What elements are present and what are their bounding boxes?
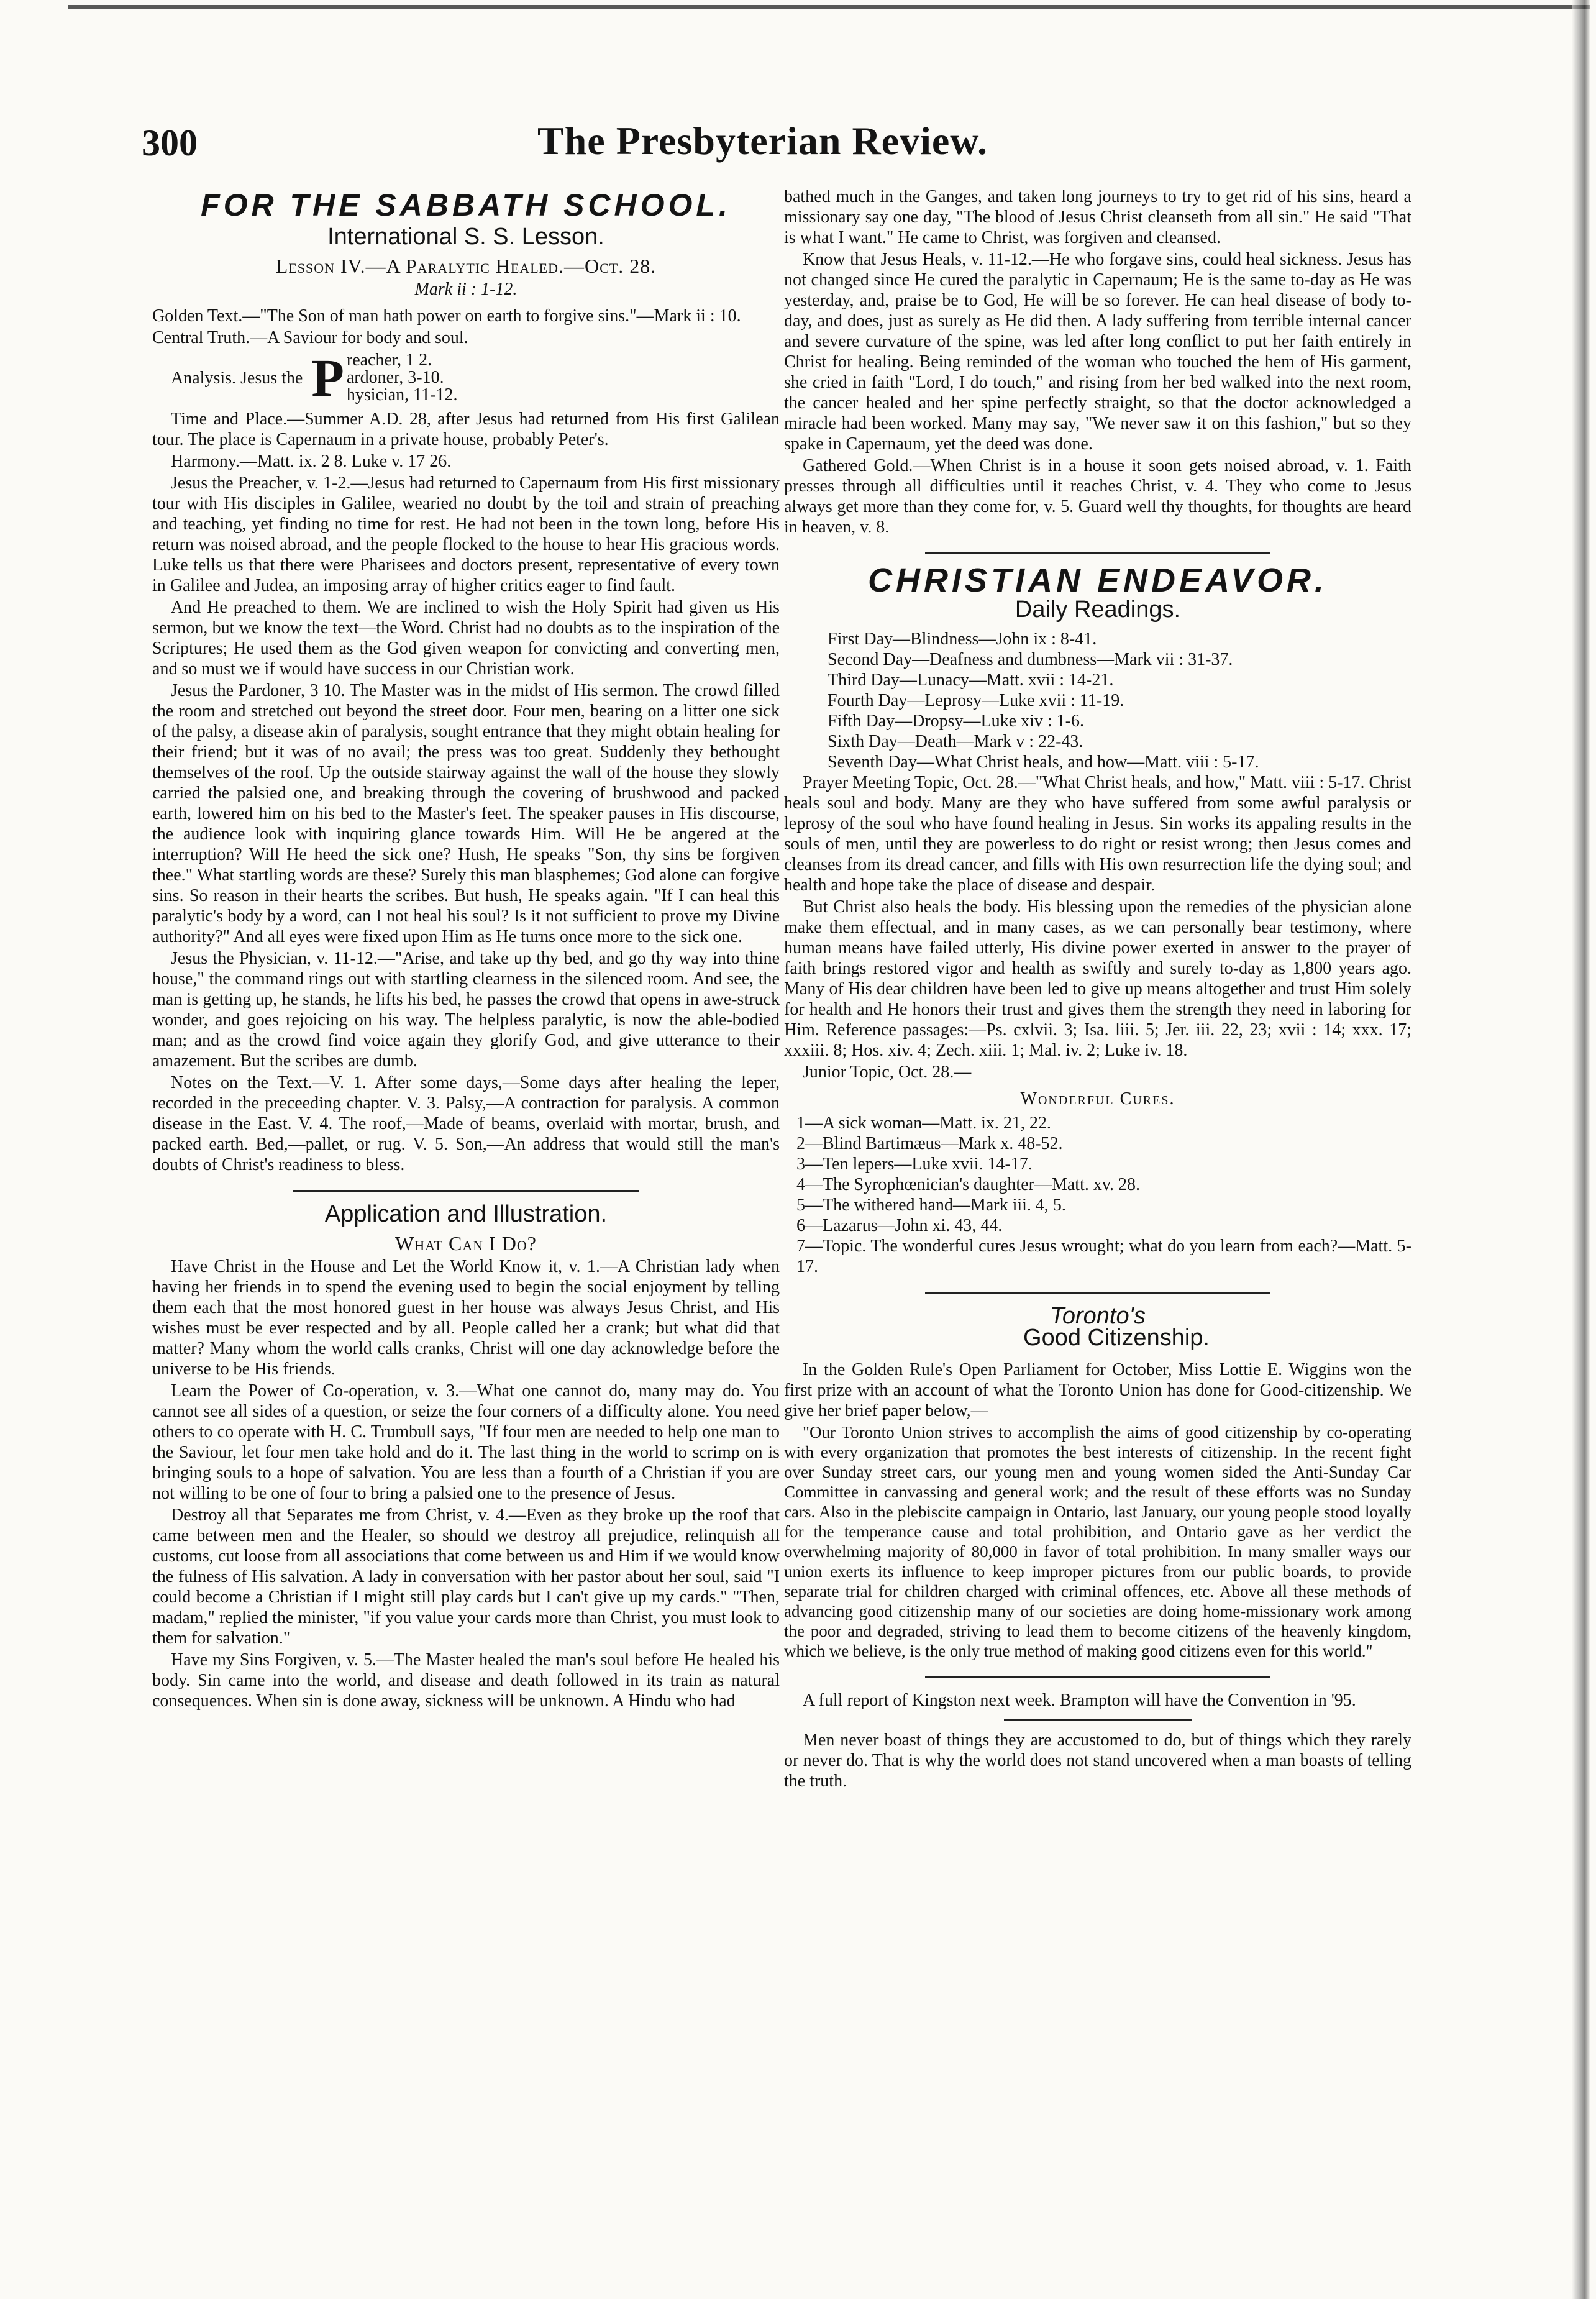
- prayer-meeting-topic: Prayer Meeting Topic, Oct. 28.—"What Christ heals, and how," Matt. viii : 5-17. Christ heals soul and body. Many are they who have suffered from some awful paralysis or leprosy of the soul who have found healing in Jesus. Sin works its appaling results in the souls of men, until they are powerless to do right or resist wrong; then Jesus comes and cleanses from its dread cancer, and fills with His own resurrection life the dying soul; and health and hope take the place of disease and despair.: [784, 773, 1411, 895]
- application-paragraph: Learn the Power of Co-operation, v. 3.—What one cannot do, many may do. You cannot see all sides of a question, or seize the four corners of a difficulty alone. You need others to co operate with H. C. Trumbull says, "If four men are needed to help one man to the Saviour, let four men take hold and do it. The last thing in the world to scrimp on is bringing souls to a hope of salvation. You are less than a fourth of a Christian if you are not willing to be one of four to bring a palsied one to the presence of Jesus.: [152, 1381, 780, 1503]
- application-paragraph: Have my Sins Forgiven, v. 5.—The Master healed the man's soul before He healed his body. Sin came into the world, and disease and death followed in its train as natural consequences. When sin is done away, sickness will be unknown. A Hindu who had: [152, 1650, 780, 1711]
- harmony: Harmony.—Matt. ix. 2 8. Luke v. 17 26.: [171, 452, 452, 471]
- cure-item: 3—Ten lepers—Luke xvii. 14-17.: [796, 1154, 1033, 1174]
- top-border-rule: [68, 5, 1590, 9]
- toronto-intro: In the Golden Rule's Open Parliament for October, Miss Lottie E. Wiggins won the first prize with an account of what the Toronto Union has done for Good-citizenship. We give her brief paper below,—: [784, 1360, 1411, 1420]
- toronto-title-line1: Toronto's: [1050, 1303, 1146, 1329]
- section-divider: [1004, 1719, 1192, 1721]
- reading-item: Seventh Day—What Christ heals, and how—Matt. viii : 5-17.: [828, 752, 1259, 772]
- section-divider: [925, 552, 1270, 554]
- analysis-label: Analysis. Jesus the: [171, 368, 303, 388]
- cure-item: 1—A sick woman—Matt. ix. 21, 22.: [796, 1113, 1051, 1133]
- masthead-title: The Presbyterian Review.: [537, 119, 988, 163]
- analysis-items: [347, 352, 458, 404]
- analysis-item: ardoner, 3-10.: [346, 368, 444, 387]
- analysis-item: hysician, 11-12.: [346, 385, 458, 404]
- jesus-the-physician: Jesus the Physician, v. 11-12.—"Arise, and take up thy bed, and go thy way into thine house," the command rings out with startling clearness in the silenced room. And see, the man is getting up, he stands, he lifts his bed, he passes the crowd that opens in awe-struck wonder, and goes rejoicing on his way. The helpless paralytic, is now the able-bodied man; and as the crowd find voice again they glorify God, and give utterance to their amazement. But the scribes are dumb.: [152, 949, 780, 1071]
- cure-item: 7—Topic. The wonderful cures Jesus wrought; what do you learn from each?—Matt. 5-17.: [796, 1236, 1411, 1276]
- reading-item: Second Day—Deafness and dumbness—Mark vii : 31-37.: [828, 650, 1233, 669]
- page-number: 300: [142, 122, 198, 163]
- lesson-heading: International S. S. Lesson.: [327, 224, 604, 250]
- preached-paragraph: And He preached to them. We are inclined to wish the Holy Spirit had given us His sermon, but we know the text—the Word. Christ had no doubts as to the inspiration of the Scriptures; He used them as the God given weapon for convicting and converting men, and so must we if would have success in our Christian work.: [152, 598, 780, 679]
- golden-text: Golden Text.—"The Son of man hath power on earth to forgive sins."—Mark ii : 10.: [152, 306, 741, 326]
- analysis-initial-letter: P: [311, 348, 344, 408]
- page-edge-scan-shadow: [1572, 0, 1590, 2299]
- jesus-the-preacher: Jesus the Preacher, v. 1-2.—Jesus had returned to Capernaum from His first missionary tour with His disciples in Galilee, wearied no doubt by the toil and strain of preaching and teaching, yet finding no time for rest. He had not been in the town long, before His return was noised abroad, and the people flocked to the house to hear His gracious words. Luke tells us that there were Pharisees and doctors present, representative of every town in Galilee and Judea, an imposing array of higher critics eager to find fault.: [152, 473, 780, 595]
- scripture-reference: Mark ii : 1-12.: [414, 280, 518, 299]
- lesson-title-line: Lesson IV.—A Paralytic Healed.—Oct. 28.: [275, 255, 657, 277]
- toronto-quote: "Our Toronto Union strives to accomplish the aims of good citizenship by co-operating with every organization that promotes the best interests of citizenship. In the recent fight over Sunday street cars, our young men and young women sided the Anti-Sunday Car Committee in canvassing and general work; and the result of these efforts was no Sunday cars. Also in the plebiscite campaign in Ontario, last January, our young people stood loyally for the temperance cause and total prohibition, and Ontario gave as her verdict the overwhelming majority of 80,000 in favor of total prohibition. In many smaller ways our union exerts its influence to keep improper pictures from our public boards, to provide separate trial for children charged with criminal offences, etc. Above all these methods of advancing good citizenship many of our societies are doing home-missionary work among the poor and degraded, striving to lead them to become citizens of the heavenly kingdom, which we believe, is the only true method of making good citizens even for this world.": [784, 1423, 1411, 1660]
- central-truth: Central Truth.—A Saviour for body and soul.: [152, 328, 468, 347]
- continued-paragraph: bathed much in the Ganges, and taken long journeys to try to get rid of his sins, heard a missionary say one day, "The blood of Jesus Christ cleanseth from all sin." He said "That is what I want." He came to Christ, was forgiven and cleansed.: [784, 187, 1411, 247]
- reading-item: Fourth Day—Leprosy—Luke xvii : 11-19.: [828, 691, 1124, 710]
- toronto-title-line2: Good Citizenship.: [1023, 1325, 1210, 1351]
- cure-item: 4—The Syrophœnician's daughter—Matt. xv. 28.: [796, 1175, 1141, 1194]
- left-column: [152, 186, 780, 1712]
- know-that-jesus-heals: Know that Jesus Heals, v. 11-12.—He who forgave sins, could heal sickness. Jesus has not changed since He cured the paralytic in Capernaum; He is the same to-day as He was yesterday, and, praise be to God, He will be so forever. He can heal disease of body to-day, and does, just as surely as He did then. A lady suffering from terrible internal cancer and severe curvature of the spine, was led after long conflict to put her faith entirely in Christ for healing. Being reminded of the woman who touched the hem of His garment, she cried in faith "Lord, I do touch," and rising from her bed walked into the next room, the cancer healed and her spine perfectly straight, so that the doctor acknowledged a miracle had been worked. Many may say, "We never saw it on this fashion," but so they spake in Capernaum, yet the deed was done.: [784, 250, 1411, 454]
- gathered-gold: Gathered Gold.—When Christ is in a house it soon gets noised abroad, v. 1. Faith presses through all difficulties until it reaches Christ, v. 4. They who come to Jesus always get more than they come for, v. 5. Guard well thy thoughts, for thoughts are heard in heaven, v. 8.: [784, 456, 1411, 537]
- daily-readings-heading: Daily Readings.: [1015, 596, 1181, 623]
- reading-item: Fifth Day—Dropsy—Luke xiv : 1-6.: [828, 711, 1084, 731]
- right-column: [784, 186, 1411, 1793]
- christian-endeavor-heading: CHRISTIAN ENDEAVOR.: [867, 562, 1328, 599]
- application-subheading: What Can I Do?: [395, 1232, 537, 1255]
- section-divider: [925, 1676, 1270, 1678]
- sabbath-school-heading: FOR THE SABBATH SCHOOL.: [201, 188, 731, 222]
- application-paragraph: Destroy all that Separates me from Christ, v. 4.—Even as they broke up the roof that came between men and the Healer, so should we destroy all prejudice, relinquish all customs, cut loose from all associations that come between us and Him if we would know the fulness of His salvation. A lady in conversation with her pastor about her soul, said "I could become a Christian if I might still play cards but I can't give up my cards." "Then, madam," replied the minister, "if you value your cards more than Christ, you must look to them for salvation.": [152, 1506, 780, 1648]
- section-divider: [293, 1190, 639, 1192]
- junior-topic: Junior Topic, Oct. 28.—: [803, 1063, 972, 1082]
- reading-item: Sixth Day—Death—Mark v : 22-43.: [828, 732, 1083, 751]
- wonderful-cures-list: [784, 1113, 1411, 1277]
- kingston-note: A full report of Kingston next week. Brampton will have the Convention in '95.: [803, 1691, 1356, 1710]
- jesus-the-pardoner: Jesus the Pardoner, 3 10. The Master was in the midst of His sermon. The crowd filled the room and stretched out beyond the street door. Four men, bearing on a litter one sick of the palsy, a disease akin of paralysis, sought entrance that they might obtain healing for their friend; but it was of no avail; the press was too great. Suddenly they bethought themselves of the roof. Up the outside stairway against the wall of the house they slowly carried the palsied one, and breaking through the covering of brushwood and packed earth, lowered him on his bed to the Master's feet. The speaker pauses in His discourse, the audience look with inquiring glance towards Him. Will He be angered at the interruption? Will He heed the sick one? Hush, He speaks "Son, thy sins be forgiven thee." What startling words are these? Surely this man blasphemes; God alone can forgive sins. So reason in their hearts the scribes. But hush, He speaks again. "If I can heal this paralytic's body by a word, can I not heal his soul? Is it not sufficient to prove my Divine authority?" And all eyes were fixed upon Him as He turns once more to the sick one.: [152, 681, 780, 946]
- section-divider: [925, 1292, 1270, 1294]
- analysis-item: reacher, 1 2.: [346, 350, 432, 370]
- cure-item: 6—Lazarus—John xi. 43, 44.: [796, 1216, 1003, 1235]
- cure-item: 5—The withered hand—Mark iii. 4, 5.: [796, 1195, 1066, 1215]
- cure-item: 2—Blind Bartimæus—Mark x. 48-52.: [796, 1134, 1063, 1153]
- reading-item: Third Day—Lunacy—Matt. xvii : 14-21.: [828, 670, 1114, 690]
- reading-item: First Day—Blindness—John ix : 8-41.: [828, 629, 1097, 649]
- analysis-block: [152, 348, 780, 408]
- boasting-note: Men never boast of things they are accustomed to do, but of things which they rarely or never do. That is why the world does not stand uncovered when a man boasts of telling the truth.: [784, 1730, 1411, 1791]
- christ-heals-body: But Christ also heals the body. His blessing upon the remedies of the physician alone make them effectual, and in many cases, as we can personally bear testimony, where human means have failed utterly, His divine power exerted in answer to the prayer of faith brings restored vigor and health as swiftly and surely to-day as 1,800 years ago. Many of His dear children have been led to give up means altogether and trust Him solely for health and He honors their trust and gives them the strength they need in laboring for Him. Reference passages:—Ps. cxlvii. 3; Isa. liii. 5; Jer. iii. 22, 23; xvii : 14; xxx. 17; xxxiii. 8; Hos. xiv. 4; Zech. xiii. 1; Mal. iv. 2; Luke iv. 18.: [784, 897, 1411, 1060]
- application-heading: Application and Illustration.: [324, 1201, 608, 1227]
- application-paragraph: Have Christ in the House and Let the World Know it, v. 1.—A Christian lady when having her friends in to spend the evening used to begin the social enjoyment by telling them each that the most honored guest in her house was always Jesus Christ, and His wishes must be ever respected and by all. People called her a crank; but what did that matter? Many whom the world calls cranks, Christ will one day acknowledge before the universe to be His friends.: [152, 1257, 780, 1379]
- wonderful-cures-heading: Wonderful Cures.: [1020, 1089, 1175, 1108]
- time-and-place: Time and Place.—Summer A.D. 28, after Jesus had returned from His first Galilean tour. The place is Capernaum in a private house, probably Peter's.: [152, 409, 780, 449]
- notes-on-the-text: Notes on the Text.—V. 1. After some days,—Some days after healing the leper, recorded in the preceeding chapter. V. 3. Palsy,—A contraction for paralysis. A common disease in the East. V. 4. The roof,—Made of beams, overlaid with mortar, brush, and packed earth. Bed,—pallet, or rug. V. 5. Son,—An address that would still the man's doubts of Christ's readiness to bless.: [152, 1073, 780, 1174]
- daily-readings-list: [784, 629, 1411, 772]
